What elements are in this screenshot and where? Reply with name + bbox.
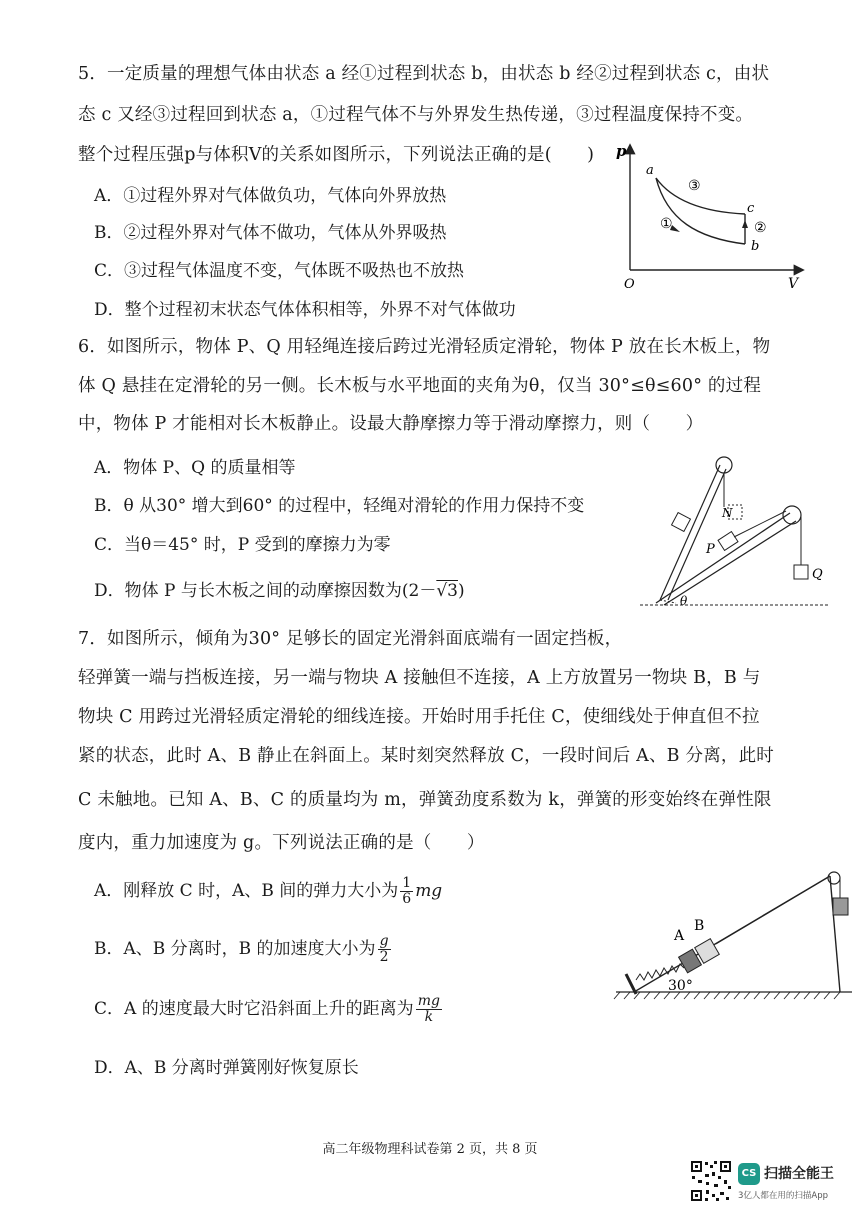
q5-stem-line-1: 5．一定质量的理想气体由状态 a 经①过程到状态 b，由状态 b 经②过程到状态 c，由状: [78, 64, 770, 84]
board: [656, 513, 790, 603]
q7-stem-line-4: 紧的状态，此时 A、B 静止在斜面上。某时刻突然释放 C，一段时间后 A、B 分离，此时: [78, 746, 774, 766]
pulley-top: [716, 457, 732, 473]
q7-option-c: C．A 的速度最大时它沿斜面上升的距离为 $\frac{mg}{k}$: [94, 993, 440, 1025]
label-a: A: [674, 928, 685, 944]
q5-option-c: C．③过程气体温度不变，气体既不吸热也不放热: [94, 261, 465, 281]
q7-stem-line-1: 7．如图所示，倾角为30° 足够长的固定光滑斜面底端有一固定挡板，: [78, 629, 623, 649]
process-2-label: ②: [754, 220, 767, 236]
block-c: [833, 898, 848, 915]
q7-stem-line-2: 轻弹簧一端与挡板连接，另一端与物块 A 接触但不连接，A 上方放置另一物块 B，B 与: [78, 668, 761, 688]
q6-stem-line-2: 体 Q 悬挂在定滑轮的另一侧。长木板与水平地面的夹角为θ，仅当 30°≤θ≤60° 的过程: [78, 376, 762, 396]
q6-option-b: B．θ 从30° 增大到60° 的过程中，轻绳对滑轮的作用力保持不变: [94, 496, 585, 516]
q5-stem-line-3: 整个过程压强p与体积V的关系如图所示，下列说法正确的是( ): [78, 145, 595, 165]
pulley-right: [783, 506, 801, 524]
q7-option-a: A．刚释放 C 时，A、B 间的弹力大小为 $\frac{1}{6}$ mg: [94, 875, 443, 907]
q7-incline-figure: [612, 862, 857, 1007]
stopper: [626, 974, 636, 994]
q6-option-d: D．物体 P 与长木板之间的动摩擦因数为(2－√3): [94, 581, 465, 601]
process-1-label: ①: [660, 216, 673, 232]
block-p: [718, 532, 738, 551]
q7-option-b: B．A、B 分离时，B 的加速度大小为 $\frac{g}{2}$: [94, 933, 389, 965]
qr-code-icon: [690, 1160, 732, 1202]
q7-stem-line-6: 度内，重力加速度为 g。下列说法正确的是（ ）: [78, 833, 485, 853]
q6-incline-figure: [640, 445, 835, 610]
q7-stem-line-3: 物块 C 用跨过光滑轻质定滑轮的细线连接。开始时用手托住 C，使细线处于伸直但不拉: [78, 707, 760, 727]
q5-stem-line-2: 态 c 又经③过程回到状态 a，①过程气体不与外界发生热传递，③过程温度保持不变。: [78, 105, 754, 125]
label-angle: 30°: [668, 978, 693, 994]
block-q: [794, 565, 808, 579]
state-c-label: c: [747, 201, 755, 216]
q6-stem-line-1: 6．如图所示，物体 P、Q 用轻绳连接后跨过光滑轻质定滑轮，物体 P 放在长木板上，物: [78, 337, 771, 357]
watermark-tagline: 3亿人都在用的扫描App: [738, 1191, 829, 1201]
camscanner-logo-icon: CS: [738, 1163, 760, 1185]
label-theta: θ: [680, 594, 688, 608]
page-footer: 高二年级物理科试卷第 2 页，共 8 页: [322, 1142, 538, 1157]
q6-stem-line-3: 中，物体 P 才能相对长木板静止。设最大静摩擦力等于滑动摩擦力，则（ ）: [78, 414, 704, 434]
label-q: Q: [812, 567, 823, 582]
watermark-app-name: 扫描全能王: [764, 1166, 834, 1182]
q5-option-b: B．②过程外界对气体不做功，气体从外界吸热: [94, 223, 447, 243]
p-axis-label: p: [616, 142, 627, 160]
q5-option-d: D．整个过程初末状态气体体积相等，外界不对气体做功: [94, 300, 516, 320]
v-axis-label: V: [788, 276, 799, 292]
state-b-label: b: [751, 239, 760, 254]
q6-option-c: C．当θ＝45° 时，P 受到的摩擦力为零: [94, 535, 391, 555]
q5-pv-diagram: [612, 140, 812, 295]
q5-option-a: A．①过程外界对气体做负功，气体向外界放热: [94, 186, 447, 206]
label-p: P: [706, 542, 715, 557]
q6-option-a: A．物体 P、Q 的质量相等: [94, 458, 296, 478]
q7-stem-line-5: C 未触地。已知 A、B、C 的质量均为 m，弹簧劲度系数为 k，弹簧的形变始终在弹性限: [78, 790, 772, 810]
q7-option-d: D．A、B 分离时弹簧刚好恢复原长: [94, 1058, 359, 1078]
label-b: B: [694, 918, 705, 934]
origin-label: O: [624, 277, 635, 292]
state-a-label: a: [646, 163, 654, 178]
process-3-label: ③: [688, 178, 701, 194]
label-n: N: [722, 506, 733, 520]
